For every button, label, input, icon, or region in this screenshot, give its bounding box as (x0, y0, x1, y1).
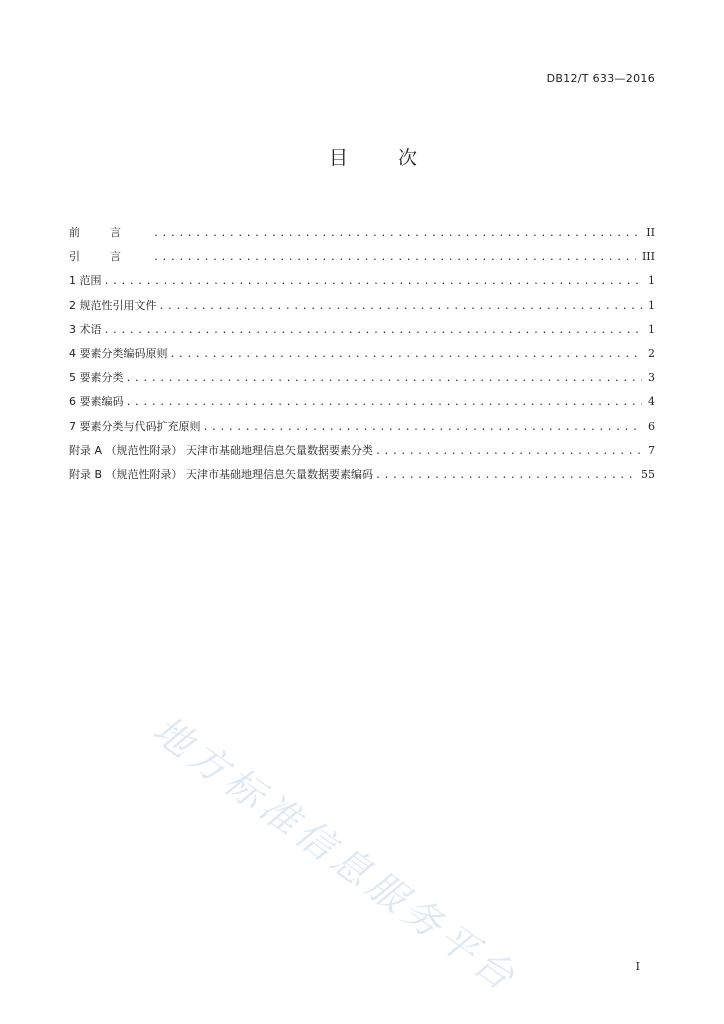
toc-entry-page: III (641, 250, 655, 264)
toc-entry-page: 1 (648, 322, 655, 336)
page-title: 目 次 (328, 147, 440, 169)
watermark: 地方标准信息服务平台 (144, 707, 527, 1002)
toc-entry[interactable] (69, 345, 655, 369)
toc-entry-page: 4 (648, 395, 655, 409)
toc-entry[interactable] (69, 466, 655, 490)
toc-leader-dots (126, 373, 643, 384)
toc-entry-page: 55 (641, 467, 655, 481)
toc-leader-dots (375, 470, 635, 481)
toc-leader-dots (170, 349, 643, 360)
toc-entry[interactable] (69, 224, 655, 248)
toc-entry-page: II (646, 226, 655, 239)
toc-leader-dots (104, 276, 643, 287)
table-of-contents (69, 224, 655, 490)
toc-entry[interactable] (69, 248, 655, 272)
toc-entry-page: 7 (648, 443, 655, 457)
toc-leader-dots (203, 422, 643, 433)
standard-code: DB12/T 633—2016 (546, 72, 655, 85)
toc-entry-label: 附录 B （规范性附录） 天津市基础地理信息矢量数据要素编码 (69, 467, 374, 481)
toc-entry[interactable] (69, 442, 655, 466)
toc-entry-label: 6 要素编码 (69, 395, 124, 409)
toc-entry[interactable] (69, 321, 655, 345)
toc-entry[interactable] (69, 418, 655, 442)
toc-entry-label: 前言 (69, 226, 151, 239)
toc-entry-label: 2 规范性引用文件 (69, 298, 157, 312)
toc-entry-label: 7 要素分类与代码扩充原则 (69, 419, 201, 433)
toc-leader-dots (159, 301, 643, 312)
toc-leader-dots (375, 446, 642, 457)
toc-leader-dots (126, 397, 643, 408)
toc-entry-label: 引言 (69, 250, 151, 264)
toc-entry[interactable] (69, 369, 655, 393)
page-number: I (635, 960, 640, 973)
toc-entry-label: 附录 A （规范性附录） 天津市基础地理信息矢量数据要素分类 (69, 443, 374, 457)
toc-entry-page: 1 (648, 298, 655, 312)
toc-entry-label: 1 范围 (69, 274, 102, 288)
toc-entry-label: 3 术语 (69, 322, 102, 336)
toc-entry-label: 5 要素分类 (69, 371, 124, 385)
toc-entry[interactable] (69, 297, 655, 321)
toc-entry[interactable] (69, 393, 655, 417)
toc-entry-label: 4 要素分类编码原则 (69, 346, 168, 360)
toc-entry-page: 3 (648, 371, 655, 385)
toc-leader-dots (153, 228, 640, 239)
toc-leader-dots (153, 252, 636, 263)
toc-leader-dots (104, 325, 643, 336)
toc-entry[interactable] (69, 272, 655, 296)
toc-entry-page: 6 (648, 419, 655, 433)
toc-entry-page: 2 (648, 346, 655, 360)
toc-entry-page: 1 (648, 274, 655, 288)
